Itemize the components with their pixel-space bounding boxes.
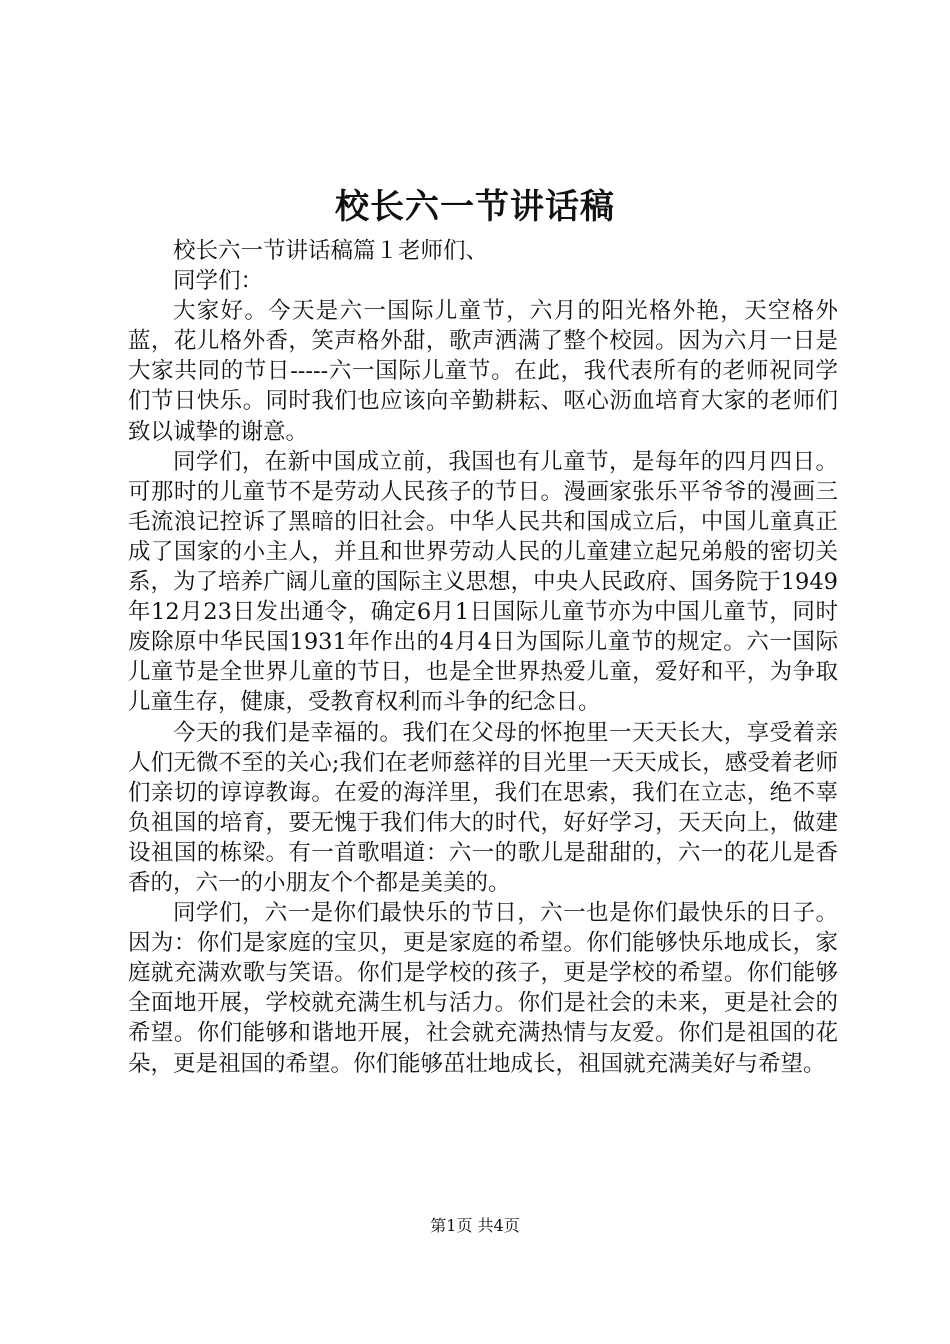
page-footer: 第1页 共4页	[430, 1216, 520, 1235]
paragraph-6: 同学们，六一是你们最快乐的节日，六一也是你们最快乐的日子。因为：你们是家庭的宝贝，更是家庭的希望。你们能够快乐地成长，家庭就充满欢歌与笑语。你们是学校的孩子，更是学校的希望。你们能够全面地开展，学校就充满生机与活力。你们是社会的未来，更是社会的希望。你们能够和谐地开展，社会就充满热情与友爱。你们是祖国的花朵，更是祖国的希望。你们能够茁壮地成长，祖国就充满美好与希望。	[128, 900, 838, 1077]
paragraph-3: 大家好。今天是六一国际儿童节，六月的阳光格外艳，天空格外蓝，花儿格外香，笑声格外甜，歌声洒满了整个校园。因为六月一日是大家共同的节日-----六一国际儿童节。在此，我代表所有的老师祝同学们节日快乐。同时我们也应该向辛勤耕耘、呕心沥血培育大家的老师们致以诚挚的谢意。	[128, 298, 838, 445]
paragraph-2: 同学们：	[173, 268, 264, 295]
document-title: 校长六一节讲话稿	[335, 187, 615, 227]
paragraph-5: 今天的我们是幸福的。我们在父母的怀抱里一天天长大，享受着亲人们无微不至的关心;我们在老师慈祥的目光里一天天成长，感受着老师们亲切的谆谆教诲。在爱的海洋里，我们在思索，我们在立志，绝不辜负祖国的培育，要无愧于我们伟大的时代，好好学习，天天向上，做建设祖国的栋梁。有一首歌唱道：六一的歌儿是甜甜的，六一的花儿是香香的，六一的小朋友个个都是美美的。	[128, 719, 838, 896]
paragraph-1: 校长六一节讲话稿篇１老师们、	[173, 238, 489, 264]
paragraph-4: 同学们，在新中国成立前，我国也有儿童节，是每年的四月四日。可那时的儿童节不是劳动人民孩子的节日。漫画家张乐平爷爷的漫画三毛流浪记控诉了黑暗的旧社会。中华人民共和国成立后，中国儿童真正成了国家的小主人，并且和世界劳动人民的儿童建立起兄弟般的密切关系，为了培养广阔儿童的国际主义思想，中央人民政府、国务院于1949年12月23日发出通令，确定6月1日国际儿童节亦为中国儿童节，同时废除原中华民国1931年作出的4月4日为国际儿童节的规定。六一国际儿童节是全世界儿童的节日，也是全世界热爱儿童，爱好和平，为争取儿童生存，健康，受教育权利而斗争的纪念日。	[128, 448, 838, 716]
document-body	[128, 236, 838, 1079]
